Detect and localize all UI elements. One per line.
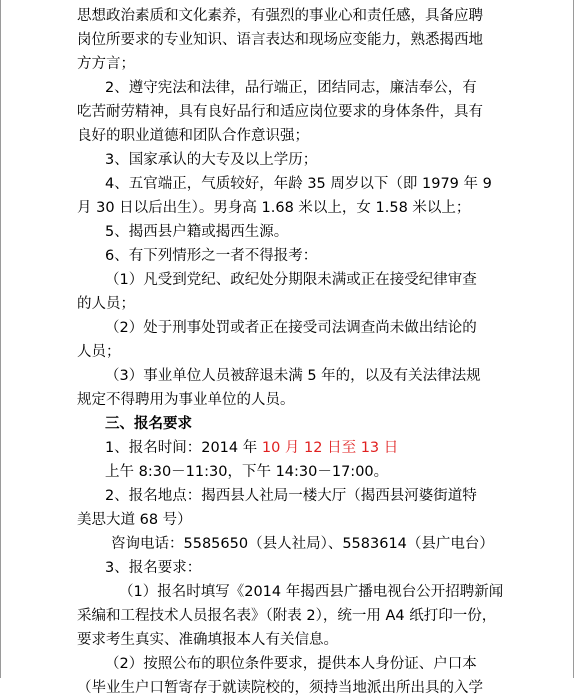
registration-date-highlight: 10 月 12 日至 13 日	[261, 440, 399, 456]
text-line: 采编和工程技术人员报名表》（附表 2），统一用 A4 纸打印一份，	[77, 608, 497, 624]
text-line: 2、遵守宪法和法律，品行端正，团结同志，廉洁奉公，有	[105, 80, 477, 96]
section-heading: 三、报名要求	[105, 416, 192, 432]
text-line: 4、五官端正，气质较好，年龄 35 周岁以下（即 1979 年 9	[105, 176, 492, 192]
text-line: 人员；	[77, 344, 121, 360]
registration-time-label: 1、报名时间：2014 年	[105, 440, 258, 456]
text-line: 3、国家承认的大专及以上学历；	[105, 152, 318, 168]
text-line: 3、报名要求：	[105, 560, 202, 576]
text-line: （3）事业单位人员被辞退未满 5 年的，以及有关法律法规	[105, 368, 481, 384]
text-line: 上午 8:30－11:30，下午 14:30－17:00。	[105, 464, 389, 480]
text-line: 岗位所要求的专业知识、语言表达和现场应变能力，熟悉揭西地	[77, 32, 483, 48]
text-line: 规定不得聘用为事业单位的人员。	[77, 392, 295, 408]
text-line: （毕业生户口暂寄存于就读院校的，须持当地派出所出具的入学	[77, 680, 483, 696]
text-line: （2）按照公布的职位条件要求，提供本人身份证、户口本	[105, 656, 477, 672]
text-line: 良好的职业道德和团队合作意识强；	[77, 128, 309, 144]
text-line: 方方言；	[77, 56, 135, 72]
text-line: 吃苦耐劳精神，具有良好品行和适应岗位要求的身体条件，具有	[77, 104, 483, 120]
text-line: 美思大道 68 号）	[77, 512, 192, 528]
text-line: 的人员；	[77, 296, 135, 312]
text-line: 咨询电话：5585650（县人社局）、5583614（县广电台）	[111, 536, 494, 552]
text-line: （2）处于刑事处罚或者正在接受司法调查尚未做出结论的	[105, 320, 477, 336]
text-line: （1）报名时填写《2014 年揭西县广播电视台公开招聘新闻	[119, 584, 504, 600]
text-line: 要求考生真实、准确填报本人有关信息。	[77, 632, 338, 648]
text-line: 月 30 日以后出生）。男身高 1.68 米以上，女 1.58 米以上；	[77, 200, 471, 216]
text-line: 2、报名地点：揭西县人社局一楼大厅（揭西县河婆街道特	[105, 488, 477, 504]
text-line: 5、揭西县户籍或揭西生源。	[105, 224, 289, 240]
text-line: （1）凡受到党纪、政纪处分期限未满或正在接受纪律审查	[105, 272, 477, 288]
text-line	[105, 438, 398, 458]
text-line: 思想政治素质和文化素养，有强烈的事业心和责任感，具备应聘	[77, 8, 483, 24]
text-line: 6、有下列情形之一者不得报考：	[105, 248, 318, 264]
